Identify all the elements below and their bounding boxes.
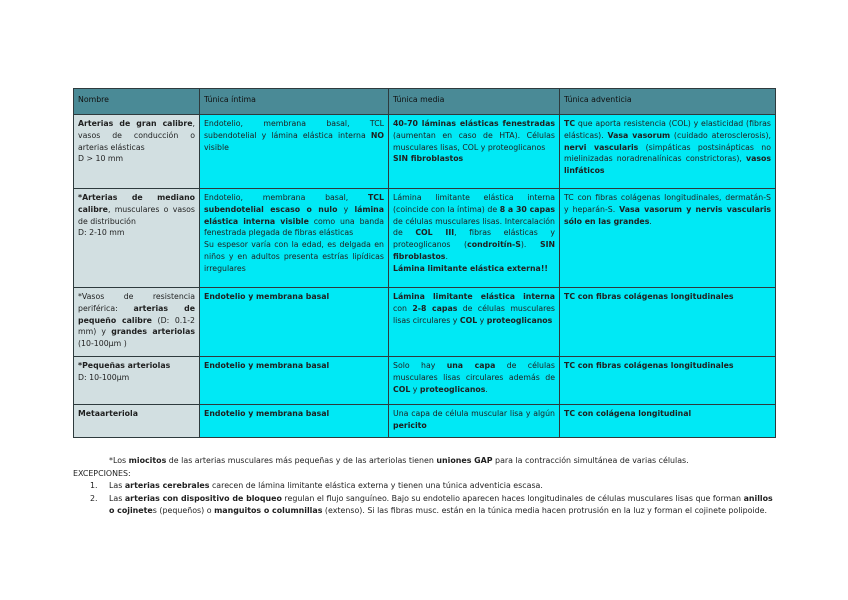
- cell-media: Lámina limitante elástica interna (coincide con la íntima) de 8 a 30 capas de células musculares lisas. Intercalación de COL III, fibras elásticas y proteoglicanos (condroitín-S). SIN fibroblastos. Lámina limitante elástica externa!!: [389, 189, 560, 288]
- cell-adventicia: TC con fibras colágenas longitudinales: [560, 357, 776, 405]
- cell-adventicia: TC con fibras colágenas longitudinales: [560, 288, 776, 357]
- cell-adventicia: TC que aporta resistencia (COL) y elasticidad (fibras elásticas). Vasa vasorum (cuidado aterosclerosis), nervi vascularis (simpáticas postsinápticas no mielinizadas noradrenalínicas constrictoras), vasos linfáticos: [560, 115, 776, 189]
- cell-nombre: Metaarteriola: [74, 405, 200, 438]
- cell-adventicia: TC con fibras colágenas longitudinales, dermatán-S y heparán-S. Vasa vasorum y nervis vascularis sólo en las grandes.: [560, 189, 776, 288]
- cell-media: Una capa de célula muscular lisa y algún pericito: [389, 405, 560, 438]
- table-row: [74, 405, 776, 438]
- list-item-text: Las arterias con dispositivo de bloqueo regulan el flujo sanguíneo. Bajo su endotelio aparecen haces longitudinales de células musculares lisas que forman anillos o cojinetes (pequeños) o manguitos o columnillas (extenso). Si las fibras musc. están en la túnica media hacen protrusión en la luz y forman el cojinete polipoide.: [109, 493, 773, 515]
- exceptions-title: EXCEPCIONES:: [73, 468, 131, 478]
- list-item: [73, 480, 778, 493]
- header-nombre: Nombre: [74, 89, 200, 115]
- table-row: [74, 189, 776, 288]
- notes-section: [73, 455, 778, 518]
- list-item-number: 1.: [90, 481, 98, 490]
- list-item-number: 2.: [90, 493, 98, 503]
- table-header-row: [74, 89, 776, 115]
- header-tunica-adventicia: Túnica adventicia: [560, 89, 776, 115]
- table-row: [74, 357, 776, 405]
- cell-media: Lámina limitante elástica interna con 2-8 capas de células musculares lisas circulares y COL y proteoglicanos: [389, 288, 560, 357]
- cell-intima: Endotelio, membrana basal, TCL subendotelial escaso o nulo y lámina elástica interna visible como una banda fenestrada plegada de fibras elásticas Su espesor varía con la edad, es delgada en niños y en adultos presenta estrías lipídicas irregulares: [200, 189, 389, 288]
- cell-nombre: Arterias de gran calibre, vasos de conducción o arterias elásticas D > 10 mm: [74, 115, 200, 189]
- cell-intima: Endotelio y membrana basal: [200, 357, 389, 405]
- list-item: [73, 493, 778, 518]
- cell-nombre: *Pequeñas arteriolas D: 10-100µm: [74, 357, 200, 405]
- cell-media: Solo hay una capa de células musculares lisas circulares además de COL y proteoglicanos.: [389, 357, 560, 405]
- cell-intima: Endotelio, membrana basal, TCL subendotelial y lámina elástica interna NO visible: [200, 115, 389, 189]
- cell-adventicia: TC con colágena longitudinal: [560, 405, 776, 438]
- footnote-gap-junctions: *Los miocitos de las arterias musculares más pequeñas y de las arteriolas tienen uniones GAP para la contracción simultánea de varias células.: [109, 456, 689, 465]
- cell-media: 40-70 láminas elásticas fenestradas (aumentan en caso de HTA). Células musculares lisas, COL y proteoglicanos SIN fibroblastos: [389, 115, 560, 189]
- cell-intima: Endotelio y membrana basal: [200, 405, 389, 438]
- cell-nombre: *Vasos de resistencia periférica: arterias de pequeño calibre (D: 0.1-2 mm) y grandes arteriolas (10-100µm ): [74, 288, 200, 357]
- arteries-table: [73, 88, 776, 438]
- header-tunica-media: Túnica media: [389, 89, 560, 115]
- table-row: [74, 288, 776, 357]
- list-item-text: Las arterias cerebrales carecen de lámina limitante elástica externa y tienen una túnica adventicia escasa.: [109, 481, 543, 490]
- table-row: [74, 115, 776, 189]
- cell-nombre: *Arterias de mediano calibre, musculares o vasos de distribución D: 2-10 mm: [74, 189, 200, 288]
- exceptions-list: [73, 480, 778, 518]
- header-tunica-intima: Túnica íntima: [200, 89, 389, 115]
- cell-intima: Endotelio y membrana basal: [200, 288, 389, 357]
